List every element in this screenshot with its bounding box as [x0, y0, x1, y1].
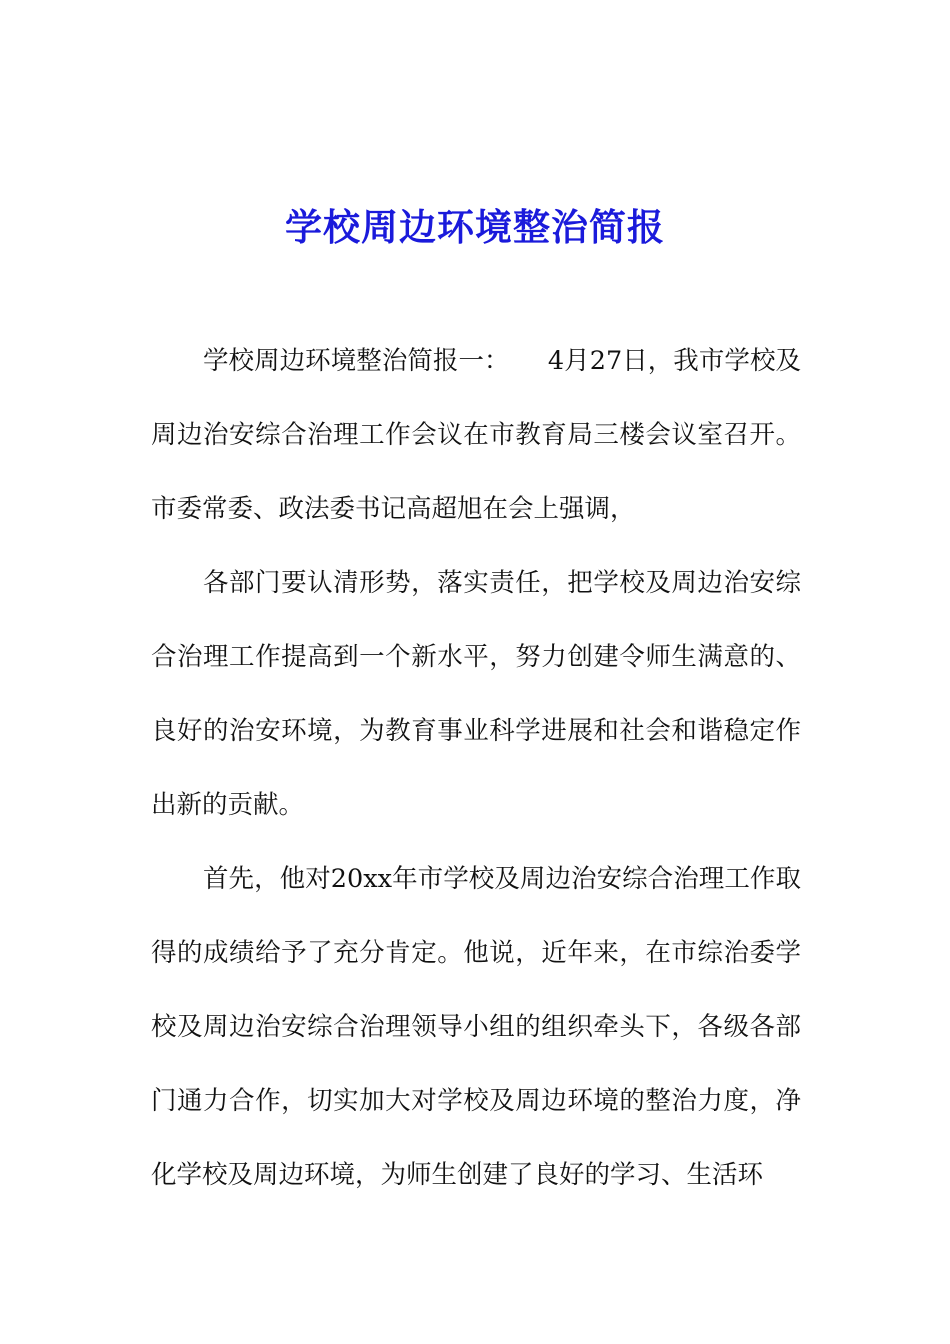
paragraph-1: 学校周边环境整治简报一： 4月27日，我市学校及周边治安综合治理工作会议在市教育局三楼会议室召开。市委常委、政法委书记高超旭在会上强调，: [151, 346, 801, 524]
paragraph-3: 首先，他对20xx年市学校及周边治安综合治理工作取得的成绩给予了充分肯定。他说，近年来，在市综治委学校及周边治安综合治理领导小组的组织牵头下，各级各部门通力合作，切实加大对学校及周边环境的整治力度，净化学校及周边环境，为师生创建了良好的学习、生活环: [151, 864, 801, 1190]
document-body: [151, 324, 801, 1212]
paragraph-2: 各部门要认清形势，落实责任，把学校及周边治安综合治理工作提高到一个新水平，努力创建令师生满意的、良好的治安环境，为教育事业科学进展和社会和谐稳定作出新的贡献。: [151, 568, 801, 820]
document-title: 学校周边环境整治简报: [285, 204, 665, 249]
